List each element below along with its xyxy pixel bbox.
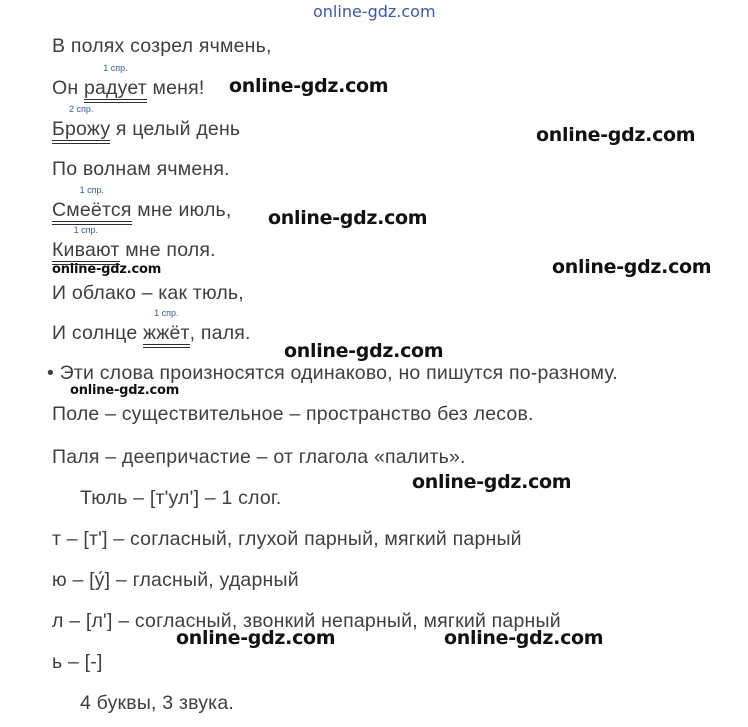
note-letters-sounds: 4 буквы, 3 звука. [80,692,235,714]
watermark: online-gdz.com [552,256,712,278]
note-tyul-syllables: Тюль – [т'ул'] – 1 слог. [80,487,282,509]
poem-line-7: И облако – как тюль, [52,282,244,304]
watermark: online-gdz.com [52,262,162,277]
conjugation-note: 1 спр. [79,185,104,195]
poem-line-2: Он 1 спр. радует меня! [52,77,205,100]
note-sound-yu: ю – [у́] – гласный, ударный [52,569,299,591]
verb-zhzhet: 1 спр. жжёт [143,322,190,345]
watermark: online-gdz.com [284,340,444,362]
verb-smeetsya: 1 спр. Смеётся [52,199,132,222]
poem-line-8: И солнце 1 спр. жжёт, паля. [52,322,251,345]
watermark: online-gdz.com [444,627,604,649]
verb-raduet: 1 спр. радует [84,77,147,100]
note-sound-t: т – [т'] – согласный, глухой парный, мягкий парный [52,528,522,550]
poem-line-1: В полях созрел ячмень, [52,35,272,57]
watermark: online-gdz.com [70,383,180,398]
conjugation-note: 1 спр. [73,225,98,235]
watermark-top: online-gdz.com [313,2,436,21]
note-soft-sign: ь – [-] [52,651,103,673]
conjugation-note: 1 спр. [154,308,179,318]
note-sound-l: л – [л'] – согласный, звонкий непарный, мягкий парный [52,610,561,632]
verb-brozhu: 2 спр. Брожу [52,118,110,141]
verb-kivayut: 1 спр. Кивают [52,239,120,262]
note-pole: Поле – существительное – пространство без лесов. [52,403,534,425]
poem-line-6: 1 спр. Кивают мне поля. [52,239,216,262]
watermark: online-gdz.com [229,75,389,97]
conjugation-note: 1 спр. [103,63,128,73]
poem-line-4: По волнам ячменя. [52,158,230,180]
note-palya: Паля – деепричастие – от глагола «палить». [52,446,466,468]
watermark: online-gdz.com [536,124,696,146]
note-homophones: • Эти слова произносятся одинаково, но пишутся по-разному. [47,362,618,384]
watermark: online-gdz.com [412,471,572,493]
watermark: online-gdz.com [176,627,336,649]
watermark: online-gdz.com [268,207,428,229]
poem-line-3: 2 спр. Брожу я целый день [52,118,240,141]
conjugation-note: 2 спр. [68,104,94,114]
poem-line-5: 1 спр. Смеётся мне июль, [52,199,232,222]
